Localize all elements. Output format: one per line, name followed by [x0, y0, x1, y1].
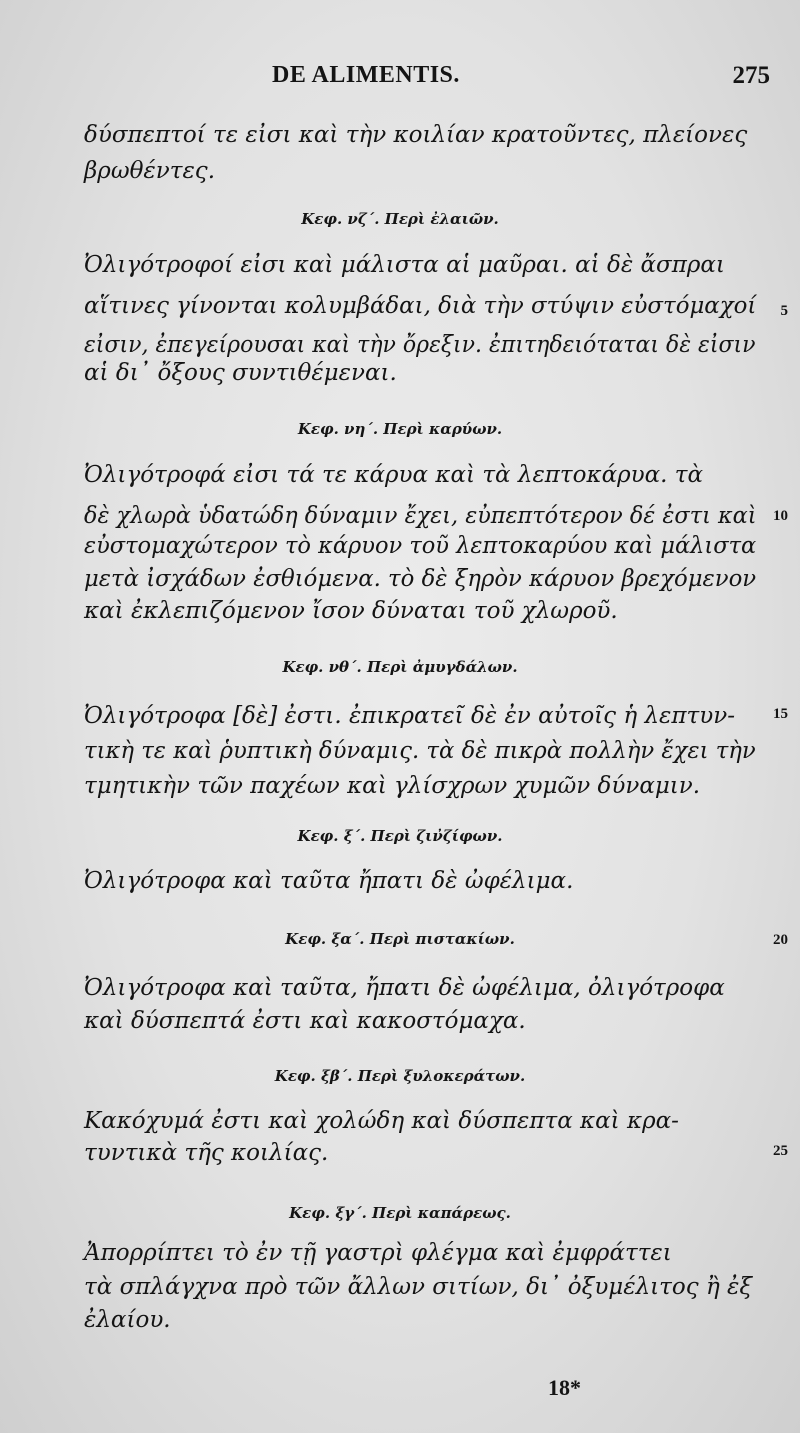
line-number: 10: [773, 508, 788, 524]
section-heading: Κεφ. νθ΄. Περὶ ἀμυγδάλων.: [282, 658, 518, 676]
text-line: δύσπεπτοί τε εἰσι καὶ τὴν κοιλίαν κρατοῦντες, πλείονες: [84, 122, 748, 148]
line-number: 15: [773, 706, 788, 722]
text-line: δὲ χλωρὰ ὑδατώδη δύναμιν ἔχει, εὐπεπτότερον δέ ἐστι καὶ: [84, 503, 757, 529]
text-line: Ὀλιγότροφα [δὲ] ἐστι. ἐπικρατεῖ δὲ ἐν αὐτοῖς ἡ λεπτυν-: [84, 703, 735, 729]
section-heading: Κεφ. ξβ΄. Περὶ ξυλοκεράτων.: [274, 1067, 526, 1085]
section-heading: Κεφ. νζ΄. Περὶ ἐλαιῶν.: [301, 210, 499, 228]
line-number: 20: [773, 932, 788, 948]
text-line: καὶ ἐκλεπιζόμενον ἴσον δύναται τοῦ χλωροῦ.: [84, 598, 618, 624]
text-line: βρωθέντες.: [84, 158, 216, 184]
text-line: Ὀλιγότροφα καὶ ταῦτα, ἤπατι δὲ ὠφέλιμα, ὀλιγότροφα: [84, 975, 725, 1001]
text-line: τυντικὰ τῆς κοιλίας.: [84, 1140, 329, 1166]
text-line: εἰσιν, ἐπεγείρουσαι καὶ τὴν ὄρεξιν. ἐπιτηδειόταται δὲ εἰσιν: [84, 332, 756, 358]
line-number: 5: [780, 303, 788, 319]
section-heading: Κεφ. ξα΄. Περὶ πιστακίων.: [285, 930, 515, 948]
text-line: καὶ δύσπεπτά ἐστι καὶ κακοστόμαχα.: [84, 1008, 526, 1034]
text-line: αἵτινες γίνονται κολυμβάδαι, διὰ τὴν στύψιν εὐστόμαχοί: [84, 293, 757, 319]
text-line: Κακόχυμά ἐστι καὶ χολώδη καὶ δύσπεπτα καὶ κρα-: [84, 1108, 679, 1134]
text-line: Ὀλιγότροφοί εἰσι καὶ μάλιστα αἱ μαῦραι. αἱ δὲ ἄσπραι: [84, 252, 725, 278]
signature-mark: 18*: [548, 1375, 581, 1400]
running-title: DE ALIMENTIS.: [272, 62, 460, 88]
line-number: 25: [773, 1143, 788, 1159]
text-line: τμητικὴν τῶν παχέων καὶ γλίσχρων χυμῶν δύναμιν.: [84, 773, 701, 799]
text-line: τικὴ τε καὶ ῥυπτικὴ δύναμις. τὰ δὲ πικρὰ πολλὴν ἔχει τὴν: [84, 738, 756, 764]
text-line: τὰ σπλάγχνα πρὸ τῶν ἄλλων σιτίων, δι᾽ ὀξυμέλιτος ἢ ἐξ: [84, 1274, 753, 1300]
section-heading: Κεφ. ξγ΄. Περὶ καπάρεως.: [289, 1204, 511, 1222]
section-heading: Κεφ. ξ΄. Περὶ ζιν̓ζίφων.: [297, 827, 503, 845]
text-line: μετὰ ἰσχάδων ἐσθιόμενα. τὸ δὲ ξηρὸν κάρυον βρεχόμενον: [84, 566, 757, 592]
text-line: Ὀλιγότροφά εἰσι τά τε κάρυα καὶ τὰ λεπτοκάρυα. τὰ: [84, 462, 704, 488]
text-line: αἱ δι᾽ ὄξους συντιθέμεναι.: [84, 360, 397, 386]
text-line: εὐστομαχώτερον τὸ κάρυον τοῦ λεπτοκαρύου καὶ μάλιστα: [84, 533, 757, 559]
running-head: [0, 62, 800, 96]
page-number: 275: [732, 62, 770, 89]
text-line: ἐλαίου.: [84, 1307, 171, 1333]
text-line: Ἀπορρίπτει τὸ ἐν τῇ γαστρὶ φλέγμα καὶ ἐμφράττει: [84, 1240, 672, 1266]
text-line: Ὀλιγότροφα καὶ ταῦτα ἤπατι δὲ ὠφέλιμα.: [84, 868, 574, 894]
section-heading: Κεφ. νη΄. Περὶ καρύων.: [297, 420, 503, 438]
